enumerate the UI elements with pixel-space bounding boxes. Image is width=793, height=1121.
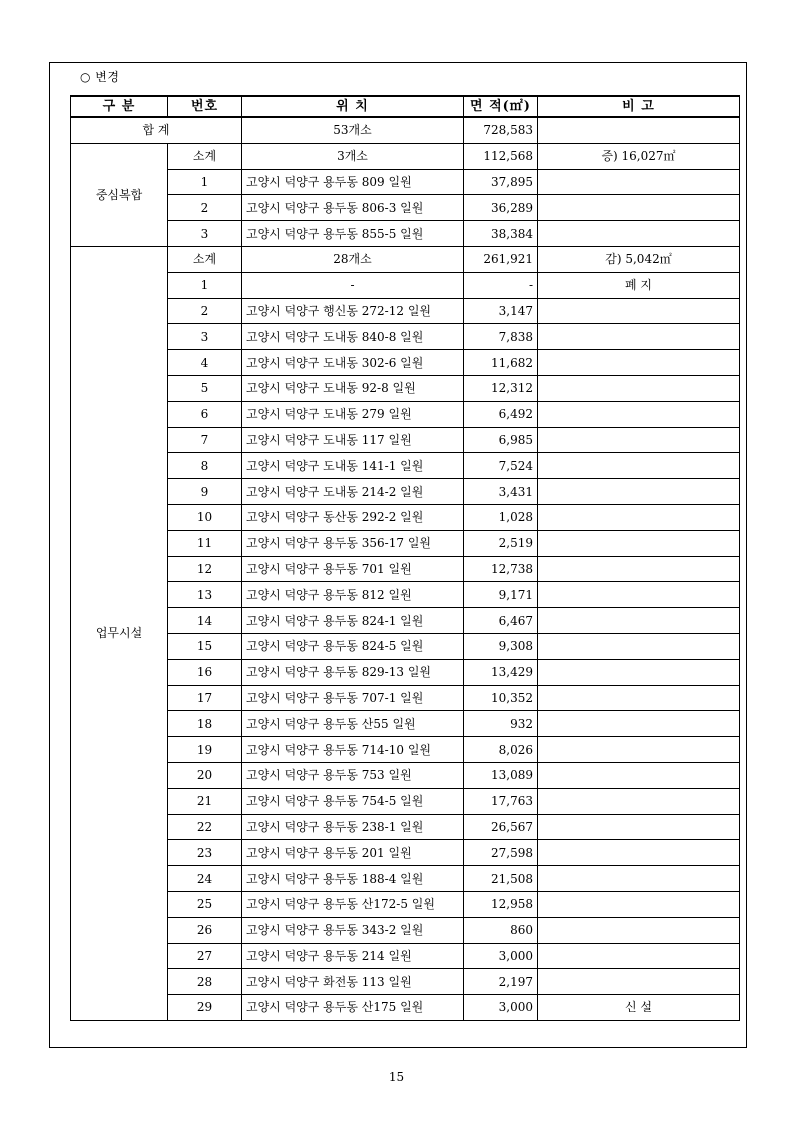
total-remark — [538, 117, 740, 143]
total-location: 53개소 — [242, 117, 464, 143]
table-row — [71, 324, 740, 350]
row-area: 6,985 — [464, 427, 538, 453]
row-number: 20 — [168, 762, 242, 788]
row-number: 29 — [168, 995, 242, 1021]
row-area: 1,028 — [464, 504, 538, 530]
header-remark: 비 고 — [538, 96, 740, 117]
table-row — [71, 762, 740, 788]
row-location: 고양시 덕양구 용두동 214 일원 — [242, 943, 464, 969]
row-location: 고양시 덕양구 용두동 707-1 일원 — [242, 685, 464, 711]
subtotal-row — [71, 143, 740, 169]
row-number: 10 — [168, 504, 242, 530]
table-row — [71, 659, 740, 685]
row-area: 13,429 — [464, 659, 538, 685]
row-area: 3,000 — [464, 995, 538, 1021]
table-row — [71, 891, 740, 917]
row-remark — [538, 556, 740, 582]
row-area: 10,352 — [464, 685, 538, 711]
table-body — [71, 117, 740, 1020]
row-number: 16 — [168, 659, 242, 685]
section-title: ○ 변경 — [80, 70, 120, 84]
total-row — [71, 117, 740, 143]
subtotal-row — [71, 246, 740, 272]
table-row — [71, 969, 740, 995]
row-location: 고양시 덕양구 도내동 214-2 일원 — [242, 479, 464, 505]
row-remark — [538, 221, 740, 247]
row-area: 27,598 — [464, 840, 538, 866]
total-area: 728,583 — [464, 117, 538, 143]
row-location: 고양시 덕양구 용두동 809 일원 — [242, 169, 464, 195]
table-row — [71, 840, 740, 866]
row-area: 38,384 — [464, 221, 538, 247]
header-location: 위 치 — [242, 96, 464, 117]
table-row — [71, 943, 740, 969]
row-remark — [538, 608, 740, 634]
row-area: 17,763 — [464, 788, 538, 814]
row-location: 고양시 덕양구 용두동 824-1 일원 — [242, 608, 464, 634]
row-remark — [538, 530, 740, 556]
row-area: 9,308 — [464, 633, 538, 659]
row-number: 17 — [168, 685, 242, 711]
row-remark — [538, 298, 740, 324]
row-number: 3 — [168, 221, 242, 247]
row-area: 12,958 — [464, 891, 538, 917]
row-remark — [538, 350, 740, 376]
row-location: 고양시 덕양구 화전동 113 일원 — [242, 969, 464, 995]
row-area: 36,289 — [464, 195, 538, 221]
table-header-row — [71, 96, 740, 117]
row-location: 고양시 덕양구 용두동 806-3 일원 — [242, 195, 464, 221]
row-location: 고양시 덕양구 용두동 343-2 일원 — [242, 917, 464, 943]
row-location: 고양시 덕양구 행신동 272-12 일원 — [242, 298, 464, 324]
row-remark — [538, 943, 740, 969]
row-number: 13 — [168, 582, 242, 608]
table-row — [71, 608, 740, 634]
row-location: 고양시 덕양구 용두동 산175 일원 — [242, 995, 464, 1021]
subtotal-label: 소계 — [168, 143, 242, 169]
row-number: 28 — [168, 969, 242, 995]
table-row — [71, 298, 740, 324]
row-number: 19 — [168, 737, 242, 763]
table-row — [71, 917, 740, 943]
row-location: 고양시 덕양구 용두동 829-13 일원 — [242, 659, 464, 685]
row-remark — [538, 840, 740, 866]
row-number: 2 — [168, 298, 242, 324]
row-area: 8,026 — [464, 737, 538, 763]
table-row — [71, 169, 740, 195]
row-area: 3,431 — [464, 479, 538, 505]
table-row — [71, 221, 740, 247]
row-number: 6 — [168, 401, 242, 427]
subtotal-remark: 감) 5,042㎡ — [538, 246, 740, 272]
row-remark — [538, 866, 740, 892]
row-number: 4 — [168, 350, 242, 376]
table-row — [71, 504, 740, 530]
row-area: - — [464, 272, 538, 298]
row-number: 11 — [168, 530, 242, 556]
table-row — [71, 814, 740, 840]
row-location: 고양시 덕양구 용두동 754-5 일원 — [242, 788, 464, 814]
row-area: 13,089 — [464, 762, 538, 788]
row-remark — [538, 427, 740, 453]
row-location: 고양시 덕양구 용두동 812 일원 — [242, 582, 464, 608]
row-number: 26 — [168, 917, 242, 943]
row-area: 932 — [464, 711, 538, 737]
row-remark — [538, 891, 740, 917]
row-location: 고양시 덕양구 도내동 141-1 일원 — [242, 453, 464, 479]
row-location: 고양시 덕양구 용두동 356-17 일원 — [242, 530, 464, 556]
row-location: 고양시 덕양구 도내동 302-6 일원 — [242, 350, 464, 376]
row-remark — [538, 762, 740, 788]
row-location: 고양시 덕양구 동산동 292-2 일원 — [242, 504, 464, 530]
row-remark — [538, 504, 740, 530]
row-area: 21,508 — [464, 866, 538, 892]
row-remark — [538, 169, 740, 195]
row-area: 12,312 — [464, 375, 538, 401]
row-area: 11,682 — [464, 350, 538, 376]
row-location: 고양시 덕양구 도내동 840-8 일원 — [242, 324, 464, 350]
row-remark — [538, 633, 740, 659]
row-number: 25 — [168, 891, 242, 917]
table-row — [71, 453, 740, 479]
total-label: 합 계 — [71, 117, 242, 143]
row-number: 12 — [168, 556, 242, 582]
row-remark: 신 설 — [538, 995, 740, 1021]
row-area: 3,000 — [464, 943, 538, 969]
row-number: 3 — [168, 324, 242, 350]
row-remark — [538, 814, 740, 840]
header-area: 면 적(㎡) — [464, 96, 538, 117]
row-remark — [538, 711, 740, 737]
row-remark — [538, 737, 740, 763]
row-area: 7,838 — [464, 324, 538, 350]
row-area: 7,524 — [464, 453, 538, 479]
row-remark — [538, 479, 740, 505]
row-remark — [538, 453, 740, 479]
row-location: - — [242, 272, 464, 298]
row-number: 27 — [168, 943, 242, 969]
row-number: 5 — [168, 375, 242, 401]
category-cell: 중심복합 — [71, 143, 168, 246]
row-remark — [538, 685, 740, 711]
row-location: 고양시 덕양구 용두동 824-5 일원 — [242, 633, 464, 659]
subtotal-location: 28개소 — [242, 246, 464, 272]
row-area: 6,492 — [464, 401, 538, 427]
row-remark — [538, 917, 740, 943]
table-row — [71, 195, 740, 221]
row-location: 고양시 덕양구 용두동 238-1 일원 — [242, 814, 464, 840]
table-row — [71, 788, 740, 814]
row-location: 고양시 덕양구 용두동 201 일원 — [242, 840, 464, 866]
table-row — [71, 711, 740, 737]
row-location: 고양시 덕양구 도내동 92-8 일원 — [242, 375, 464, 401]
row-number: 1 — [168, 169, 242, 195]
row-remark — [538, 324, 740, 350]
row-area: 860 — [464, 917, 538, 943]
row-number: 9 — [168, 479, 242, 505]
table-row — [71, 685, 740, 711]
row-area: 2,519 — [464, 530, 538, 556]
row-remark — [538, 401, 740, 427]
table-row — [71, 272, 740, 298]
row-number: 2 — [168, 195, 242, 221]
header-number: 번호 — [168, 96, 242, 117]
table-row — [71, 427, 740, 453]
row-location: 고양시 덕양구 용두동 701 일원 — [242, 556, 464, 582]
row-location: 고양시 덕양구 용두동 산55 일원 — [242, 711, 464, 737]
table-row — [71, 556, 740, 582]
table-row — [71, 530, 740, 556]
table-row — [71, 995, 740, 1021]
row-remark — [538, 582, 740, 608]
table-row — [71, 375, 740, 401]
header-category: 구 분 — [71, 96, 168, 117]
row-location: 고양시 덕양구 도내동 117 일원 — [242, 427, 464, 453]
row-number: 22 — [168, 814, 242, 840]
row-number: 1 — [168, 272, 242, 298]
category-cell: 업무시설 — [71, 246, 168, 1020]
table-row — [71, 479, 740, 505]
row-number: 14 — [168, 608, 242, 634]
row-remark — [538, 969, 740, 995]
table-row — [71, 582, 740, 608]
facility-table — [70, 95, 740, 1021]
row-area: 3,147 — [464, 298, 538, 324]
subtotal-area: 261,921 — [464, 246, 538, 272]
table-row — [71, 350, 740, 376]
row-number: 15 — [168, 633, 242, 659]
row-location: 고양시 덕양구 용두동 188-4 일원 — [242, 866, 464, 892]
row-location: 고양시 덕양구 용두동 855-5 일원 — [242, 221, 464, 247]
row-number: 21 — [168, 788, 242, 814]
subtotal-remark: 증) 16,027㎡ — [538, 143, 740, 169]
row-area: 2,197 — [464, 969, 538, 995]
row-remark — [538, 375, 740, 401]
row-area: 37,895 — [464, 169, 538, 195]
row-number: 24 — [168, 866, 242, 892]
row-number: 8 — [168, 453, 242, 479]
row-location: 고양시 덕양구 용두동 714-10 일원 — [242, 737, 464, 763]
row-location: 고양시 덕양구 도내동 279 일원 — [242, 401, 464, 427]
page-number: 15 — [388, 1070, 405, 1084]
row-number: 23 — [168, 840, 242, 866]
subtotal-location: 3개소 — [242, 143, 464, 169]
table-row — [71, 866, 740, 892]
table-row — [71, 737, 740, 763]
row-number: 7 — [168, 427, 242, 453]
row-area: 6,467 — [464, 608, 538, 634]
row-remark — [538, 659, 740, 685]
table-row — [71, 633, 740, 659]
table-row — [71, 401, 740, 427]
subtotal-area: 112,568 — [464, 143, 538, 169]
row-area: 26,567 — [464, 814, 538, 840]
row-remark: 폐 지 — [538, 272, 740, 298]
row-area: 12,738 — [464, 556, 538, 582]
subtotal-label: 소계 — [168, 246, 242, 272]
row-remark — [538, 788, 740, 814]
row-location: 고양시 덕양구 용두동 753 일원 — [242, 762, 464, 788]
row-area: 9,171 — [464, 582, 538, 608]
row-number: 18 — [168, 711, 242, 737]
row-remark — [538, 195, 740, 221]
row-location: 고양시 덕양구 용두동 산172-5 일원 — [242, 891, 464, 917]
